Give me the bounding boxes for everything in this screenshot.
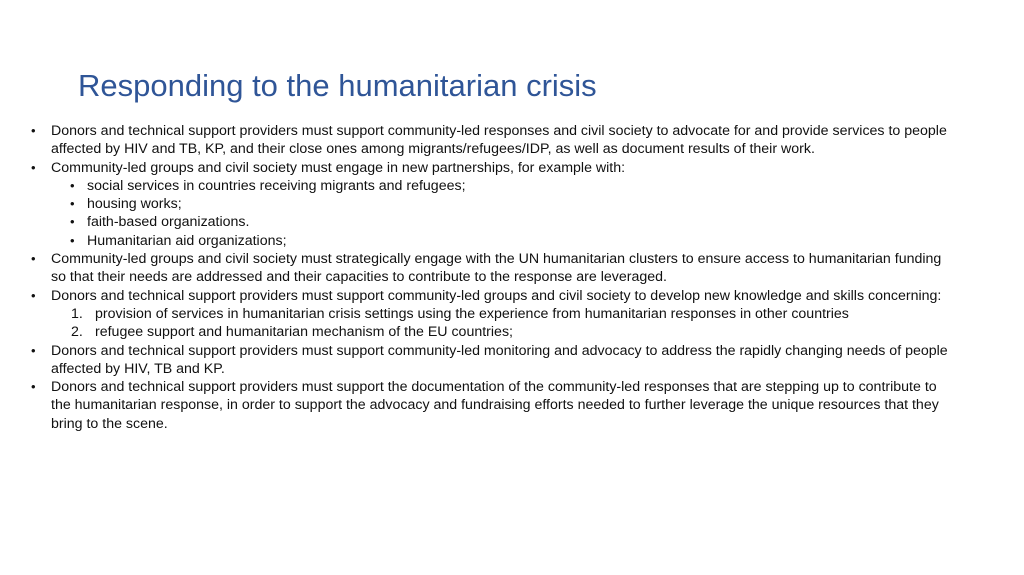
bullet-icon: • (70, 214, 75, 230)
bullet-icon: • (31, 287, 36, 303)
item-number: 2. (71, 324, 83, 341)
bullet-icon: • (31, 379, 36, 395)
sub-bullet-item (69, 195, 960, 213)
sub-bullet-text: faith-based organizations. (87, 214, 250, 231)
sub-bullet-list (30, 177, 960, 250)
sub-bullet-item (69, 232, 960, 250)
sub-bullet-text: Humanitarian aid organizations; (87, 232, 287, 249)
bullet-text: Donors and technical support providers must support community-led monitoring and advocacy to address the rapidly changing needs of people affected by HIV, TB and KP. (51, 342, 948, 377)
numbered-list (51, 305, 960, 342)
slide-body (30, 122, 960, 433)
numbered-item (71, 323, 960, 341)
bullet-icon: • (31, 123, 36, 138)
bullet-icon: • (70, 232, 75, 248)
numbered-text: refugee support and humanitarian mechanism of the EU countries; (95, 324, 513, 341)
slide-title: Responding to the humanitarian crisis (78, 68, 597, 103)
bullet-item (30, 378, 960, 433)
item-number: 1. (71, 305, 83, 322)
numbered-text: provision of services in humanitarian crisis settings using the experience from humanitarian responses in other countries (95, 305, 849, 322)
bullet-item (30, 342, 960, 379)
bullet-text: Community-led groups and civil society must strategically engage with the UN humanitarian clusters to ensure access to humanitarian funding so that their needs are addressed and their capacities to contribute to the response are leveraged. (51, 251, 942, 286)
bullet-text: Donors and technical support providers must support the documentation of the community-led responses that are stepping up to contribute to the humanitarian response, in order to support the advocacy and fundraising efforts needed to further leverage the unique resources that they bring to the scene. (51, 379, 939, 432)
bullet-list (30, 122, 960, 433)
bullet-icon: • (70, 196, 75, 212)
bullet-item (30, 250, 960, 287)
bullet-icon: • (31, 342, 36, 358)
bullet-text: Donors and technical support providers must support community-led responses and civil society to advocate for and provide services to people affected by HIV and TB, KP, and their close ones among migrants/refugees/IDP, as well as document results of their work. (51, 123, 947, 158)
sub-bullet-item (69, 213, 960, 231)
bullet-item (30, 122, 960, 159)
bullet-item (30, 159, 960, 250)
numbered-item (71, 305, 960, 323)
bullet-item (30, 287, 960, 342)
bullet-icon: • (31, 159, 36, 175)
bullet-icon: • (31, 251, 36, 267)
bullet-icon: • (70, 177, 75, 193)
bullet-text: Donors and technical support providers must support community-led groups and civil society to develop new knowledge and skills concerning: (51, 287, 942, 304)
sub-bullet-text: social services in countries receiving migrants and refugees; (87, 177, 466, 194)
sub-bullet-text: housing works; (87, 196, 182, 213)
bullet-text: Community-led groups and civil society must engage in new partnerships, for example with: (51, 159, 626, 176)
sub-bullet-item (69, 177, 960, 195)
